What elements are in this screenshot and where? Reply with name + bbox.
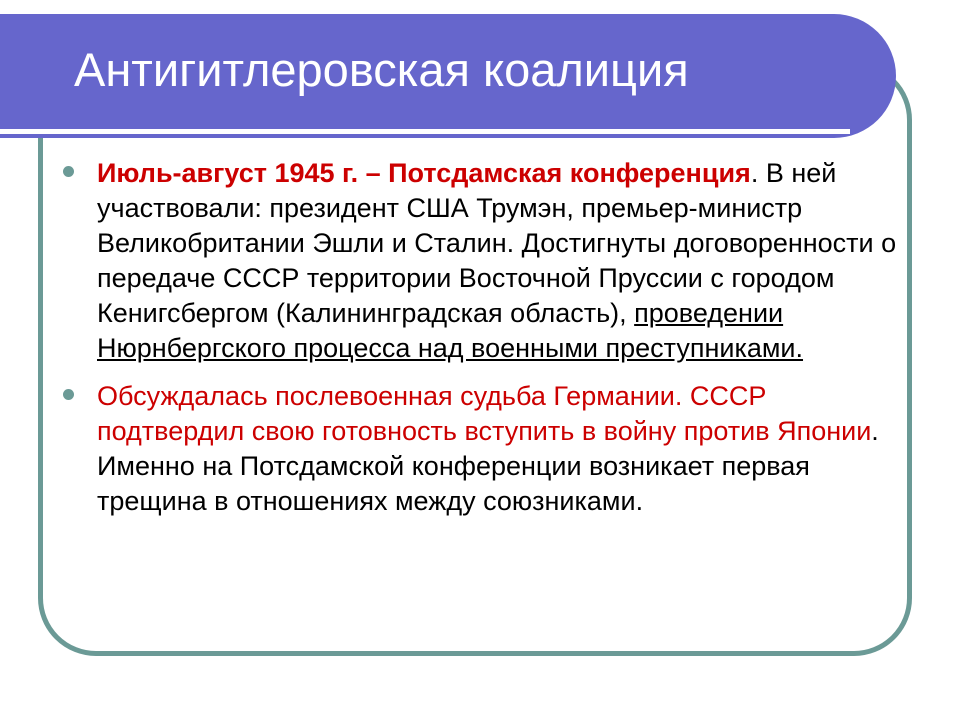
- slide-title: Антигитлеровская коалиция: [74, 43, 689, 96]
- bullet-dot-icon: [63, 166, 74, 177]
- bullet-body: В ней участвовали: президент США Трумэн, премьер-министр Великобритании Эшли и Сталин. Достигнуты договоренности о передаче СССР территории Восточной Пруссии с городом Кенигсбергом (Калининградская область),: [97, 158, 897, 328]
- bullet-item: [60, 156, 900, 366]
- bullet-heading: Обсуждалась послевоенная судьба Германии. СССР подтвердил свою готовность вступить в войну против Японии: [97, 381, 872, 446]
- bullet-body: . Именно на Потсдамской конференции возникает первая трещина в отношениях между союзниками.: [97, 416, 879, 516]
- bullet-dot-icon: [63, 389, 74, 400]
- bullet-heading-period: .: [750, 158, 759, 188]
- bullet-item: [60, 379, 900, 519]
- bullet-heading: Июль-август 1945 г. – Потсдамская конференция: [97, 158, 751, 188]
- title-underline: [0, 129, 850, 134]
- bullet-list: [60, 156, 900, 532]
- bullet-underlined-text: проведении Нюрнбергского процесса над военными преступниками.: [97, 298, 804, 363]
